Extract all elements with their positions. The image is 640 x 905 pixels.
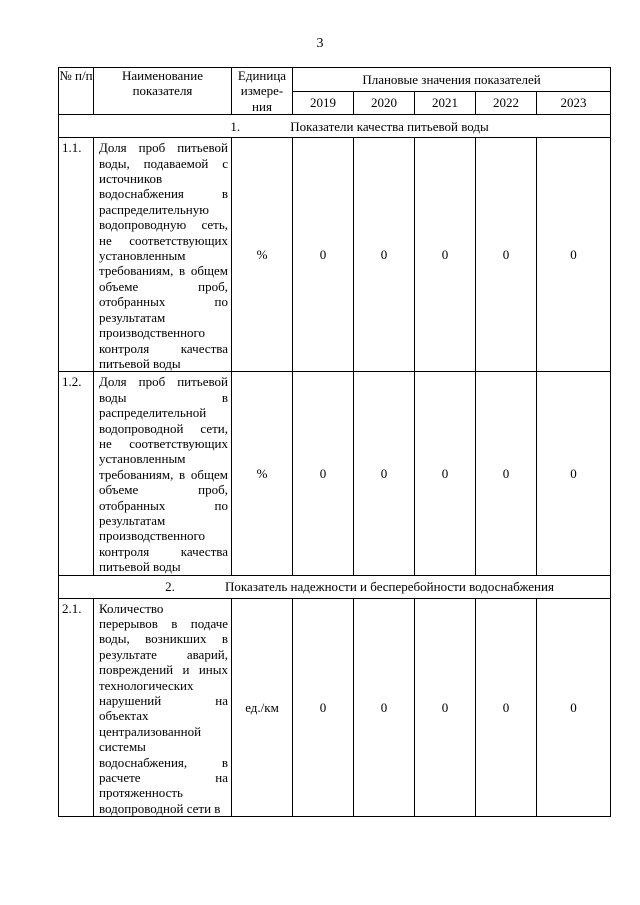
- row-name-line: Доля проб питьевой: [99, 374, 228, 390]
- row-value: 0: [476, 138, 537, 372]
- row-name-line: воды в: [99, 389, 228, 405]
- indicators-table: [58, 67, 611, 817]
- row-name-line: водопроводной сети,: [99, 420, 228, 436]
- row-name-line: результатам: [99, 309, 166, 325]
- row-value: 0: [415, 372, 476, 575]
- row-name: [94, 138, 232, 372]
- row-name-line: водопроводной сети в: [99, 800, 221, 816]
- row-name-line: требованиям, в общем: [99, 466, 228, 482]
- row-value: 0: [293, 372, 354, 575]
- row-value: 0: [476, 598, 537, 817]
- header-name: Наименование показателя: [94, 68, 232, 115]
- row-value: 0: [537, 372, 611, 575]
- row-name-line: Количество: [99, 600, 164, 616]
- row-unit: %: [232, 372, 293, 575]
- row-name-line: распределительной: [99, 405, 207, 421]
- row-name-line: установленным: [99, 248, 186, 264]
- section-text: Показатель надежности и бесперебойности водоснабжения: [225, 578, 554, 594]
- row-name-line: объеме проб,: [99, 482, 228, 498]
- row-value: 0: [293, 138, 354, 372]
- row-name-line: питьевой воды: [99, 355, 181, 371]
- row-name-line: отобранных по: [99, 294, 228, 310]
- row-number: 1.2.: [59, 372, 94, 575]
- section-row: [59, 115, 611, 138]
- section-number: 2.: [165, 578, 175, 594]
- row-unit: ед./км: [232, 598, 293, 817]
- row-name-line: не соответствующих: [99, 232, 228, 248]
- row-name-line: отобранных по: [99, 497, 228, 513]
- header-plan: Плановые значения показателей: [293, 68, 611, 92]
- row-name-line: нарушений на: [99, 693, 228, 709]
- header-year: 2023: [537, 91, 611, 115]
- header-num: № п/п: [59, 68, 94, 115]
- row-name-line: водопроводную сеть,: [99, 217, 228, 233]
- row-name-line: производственного: [99, 325, 206, 341]
- row-name-line: системы: [99, 739, 146, 755]
- row-value: 0: [354, 372, 415, 575]
- section-title: [59, 575, 611, 598]
- row-name-line: объектах: [99, 708, 149, 724]
- section-text: Показатели качества питьевой воды: [290, 118, 489, 134]
- row-name-line: водоснабжения, в: [99, 754, 228, 770]
- row-name-line: контроля качества: [99, 543, 228, 559]
- row-name-line: воды, возникших в: [99, 631, 228, 647]
- header-year: 2020: [354, 91, 415, 115]
- row-name-line: распределительную: [99, 201, 209, 217]
- section-row: [59, 575, 611, 598]
- row-value: 0: [415, 598, 476, 817]
- table-row: [59, 138, 611, 372]
- row-name-line: водоснабжения в: [99, 186, 228, 202]
- row-name-line: Доля проб питьевой: [99, 140, 228, 156]
- row-number: 1.1.: [59, 138, 94, 372]
- section-number: 1.: [230, 118, 241, 134]
- row-name-line: централизованной: [99, 723, 202, 739]
- row-name-line: производственного: [99, 528, 206, 544]
- table-row: [59, 598, 611, 817]
- row-name-line: протяженность: [99, 785, 183, 801]
- header-year: 2019: [293, 91, 354, 115]
- row-name-line: объеме проб,: [99, 278, 228, 294]
- row-value: 0: [354, 138, 415, 372]
- row-value: 0: [537, 598, 611, 817]
- row-name: [94, 372, 232, 575]
- row-name-line: питьевой воды: [99, 559, 181, 575]
- row-name-line: установленным: [99, 451, 186, 467]
- row-name-line: источников: [99, 171, 163, 187]
- row-name-line: перерывов в подаче: [99, 616, 228, 631]
- section-title: [59, 115, 611, 138]
- header-year: 2021: [415, 91, 476, 115]
- row-name-line: требованиям, в общем: [99, 263, 228, 279]
- page-number: 3: [316, 36, 324, 51]
- row-name-line: результатам: [99, 512, 166, 528]
- table-row: [59, 372, 611, 575]
- row-value: 0: [354, 598, 415, 817]
- header-unit: Единица измере-ния: [232, 68, 293, 115]
- row-name-line: контроля качества: [99, 340, 228, 356]
- row-name-line: не соответствующих: [99, 435, 228, 451]
- row-name-line: расчете на: [99, 770, 228, 786]
- row-value: 0: [537, 138, 611, 372]
- row-name-line: воды, подаваемой с: [99, 155, 228, 171]
- row-name-line: повреждений и иных: [99, 662, 228, 678]
- row-name: [94, 598, 232, 817]
- row-value: 0: [476, 372, 537, 575]
- row-unit: %: [232, 138, 293, 372]
- row-name-line: технологических: [99, 677, 194, 693]
- row-name-line: результате аварий,: [99, 646, 228, 662]
- row-value: 0: [415, 138, 476, 372]
- row-number: 2.1.: [59, 598, 94, 817]
- row-value: 0: [293, 598, 354, 817]
- header-year: 2022: [476, 91, 537, 115]
